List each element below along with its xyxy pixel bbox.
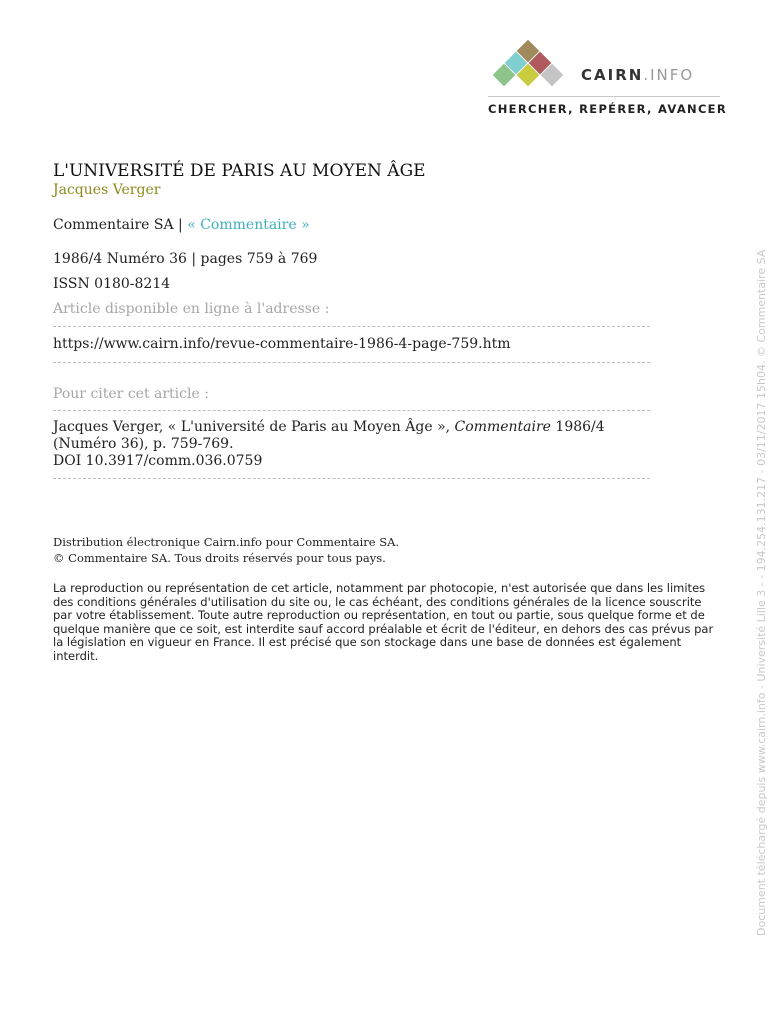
cairn-diamonds-icon <box>488 40 578 96</box>
divider <box>53 410 650 411</box>
citation-before: Jacques Verger, « L'université de Paris au Moyen Âge », <box>53 419 455 435</box>
copyright-text: © Commentaire SA. Tous droits réservés pour tous pays. <box>53 551 386 565</box>
issn-line: ISSN 0180-8214 <box>53 276 171 292</box>
logo-dot: . <box>643 66 651 84</box>
logo-wordmark <box>581 66 694 84</box>
divider <box>53 478 650 479</box>
article-url[interactable]: https://www.cairn.info/revue-commentaire-1986-4-page-759.htm <box>53 336 511 352</box>
journal-link[interactable]: « Commentaire » <box>187 217 310 233</box>
article-info <box>53 160 714 663</box>
logo-divider <box>488 96 720 97</box>
citation-after: 1986/4 <box>550 419 605 435</box>
available-label: Article disponible en ligne à l'adresse : <box>53 301 330 317</box>
legal-notice: La reproduction ou représentation de cet article, notamment par photocopie, n'est autorisée que dans les limites des conditions générales d'utilisation du site ou, le cas échéant, des conditions générales de la licence souscrite par votre établissement. Toute autre reproduction ou représentation, en tout ou partie, sous quelque forme et de quelque manière que ce soit, est interdite sauf accord préalable et écrit de l'éditeur, en dehors des cas prévus par la législation en vigueur en France. Il est précisé que son stockage dans une base de données est également interdit. <box>53 581 714 663</box>
distribution-text: Distribution électronique Cairn.info pour Commentaire SA. <box>53 535 400 549</box>
divider <box>53 362 650 363</box>
citation-journal: Commentaire <box>454 419 551 435</box>
publisher-separator: | <box>173 217 188 233</box>
article-author[interactable]: Jacques Verger <box>53 182 161 198</box>
logo-tagline: CHERCHER, REPÉRER, AVANCER <box>488 102 727 116</box>
citation-doi: DOI 10.3917/comm.036.0759 <box>53 453 263 469</box>
download-watermark: Document téléchargé depuis www.cairn.info - Université Lille 3 - - 194.254.131.217 - 03/11/2017 15h04. © Commentaire SA <box>755 249 768 936</box>
publisher-line <box>53 217 653 234</box>
issue-line: 1986/4 Numéro 36 | pages 759 à 769 <box>53 251 318 267</box>
cairn-logo[interactable] <box>488 40 727 120</box>
citation-text <box>53 419 653 470</box>
logo-suffix: INFO <box>650 66 695 84</box>
article-title: L'UNIVERSITÉ DE PARIS AU MOYEN ÂGE <box>53 161 426 181</box>
publisher-name: Commentaire SA <box>53 217 174 233</box>
logo-word: CAIRN <box>581 66 644 84</box>
citation-line2: (Numéro 36), p. 759-769. <box>53 436 234 452</box>
cite-label: Pour citer cet article : <box>53 386 209 402</box>
divider <box>53 326 650 327</box>
